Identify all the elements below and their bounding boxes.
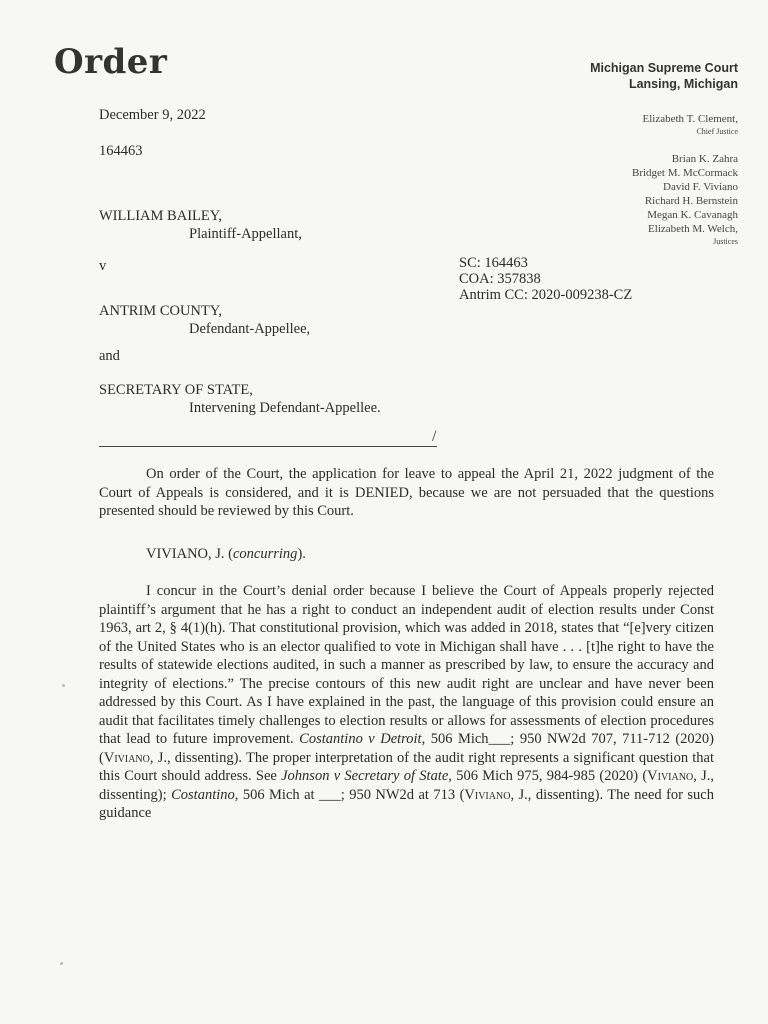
citation-text: , J., dissenting);: [99, 768, 714, 803]
caption-divider-slash: /: [432, 428, 437, 445]
versus: v: [99, 258, 107, 274]
sc-number: SC: 164463: [459, 255, 528, 271]
caption-divider-line: [99, 432, 437, 447]
coa-number: COA: 357838: [459, 271, 541, 287]
citation-case: Johnson v Secretary of State: [281, 768, 449, 784]
citation-case: Costantino v Detroit: [299, 731, 422, 747]
scan-speck: [62, 684, 65, 687]
case-numbers: [459, 255, 632, 303]
order-paragraph: [99, 465, 714, 521]
concurrence-heading: [146, 545, 306, 563]
intervenor-name: SECRETARY OF STATE,: [99, 382, 253, 398]
court-name: Michigan Supreme Court: [590, 61, 738, 75]
justice-name: Richard H. Bernstein: [644, 195, 738, 207]
justice-ref: Viviano: [103, 749, 150, 766]
plaintiff-name: WILLIAM BAILEY,: [99, 208, 222, 224]
scan-speck: [60, 962, 63, 965]
justice-name: Bridget M. McCormack: [631, 167, 738, 179]
plaintiff-block: [99, 207, 302, 243]
justice-name: Megan K. Cavanagh: [647, 209, 738, 221]
justice-name: David F. Viviano: [663, 181, 738, 193]
cc-number: Antrim CC: 2020-009238-CZ: [459, 287, 633, 303]
citation-case: Costantino: [171, 786, 235, 803]
defendant-block: [99, 302, 310, 338]
concur-end: ).: [297, 546, 306, 562]
order-title: Order: [54, 42, 168, 82]
intervenor-block: [99, 381, 381, 417]
justice-ref: Viviano: [647, 768, 694, 784]
plaintiff-role: Plaintiff-Appellant,: [189, 226, 302, 242]
concurrence-paragraph: [99, 582, 714, 823]
defendant-role: Defendant-Appellee,: [189, 321, 311, 337]
chief-justice-label: Chief Justice: [696, 127, 738, 136]
citation-text: , 506 Mich___; 950 NW2d 707, 711-712 (2020) (: [99, 731, 714, 766]
conjunction: and: [99, 348, 120, 364]
defendant-name: ANTRIM COUNTY,: [99, 303, 222, 319]
court-header: [590, 60, 738, 92]
justice-name: Elizabeth M. Welch,: [648, 223, 738, 235]
para-text: I concur in the Court’s denial order because I believe the Court of Appeals properly rejected plaintiff’s argument that he has a right to conduct an independent audit of election results under Const 1963, art 2, § 4(1)(h). That constitutional provision, which was added in 2018, states that “[e]very citizen of the United States who is an elector qualified to vote in Michigan shall have . . . [t]he right to have the results of statewide elections audited, in such a manner as prescribed by law, to ensure the accuracy and integrity of elections.” The precise contours of this new audit right are unclear and have never been addressed by this Court. As I have explained in the past, the language of this provision could ensure an audit that facilitates timely challenges to election results or allows for assessments of election procedures that lead to future improvement.: [99, 583, 714, 747]
intervenor-role: Intervening Defendant-Appellee.: [189, 400, 381, 416]
chief-justice-name: Elizabeth T. Clement,: [642, 113, 738, 125]
justice-ref: Viviano: [464, 786, 511, 803]
justice-name: Brian K. Zahra: [671, 153, 738, 165]
order-date: December 9, 2022: [99, 107, 206, 123]
chief-justice-block: [632, 112, 738, 137]
justices-label: Justices: [713, 237, 738, 246]
citation-text: , 506 Mich 975, 984-985 (2020) (: [448, 768, 648, 784]
order-text: On order of the Court, the application for leave to appeal the April 21, 2022 judgment of the Court of Appeals is considered, and it is DENIED, because we are not persuaded that the questions presented should be reviewed by this Court.: [99, 466, 714, 519]
justices-list: [632, 112, 738, 247]
concur-word: concurring: [233, 546, 298, 562]
court-location: Lansing, Michigan: [628, 77, 738, 91]
citation-text: , J., dissenting). The need for such guidance: [99, 786, 714, 821]
citation-text: , J., dissenting). The proper interpretation of the audit right represents a significant question that this Court should address. See: [99, 749, 714, 784]
citation-text: , 506 Mich at ___; 950 NW2d at 713 (: [234, 786, 465, 803]
concur-author: VIVIANO, J. (: [146, 546, 233, 562]
docket-number: 164463: [99, 143, 143, 159]
